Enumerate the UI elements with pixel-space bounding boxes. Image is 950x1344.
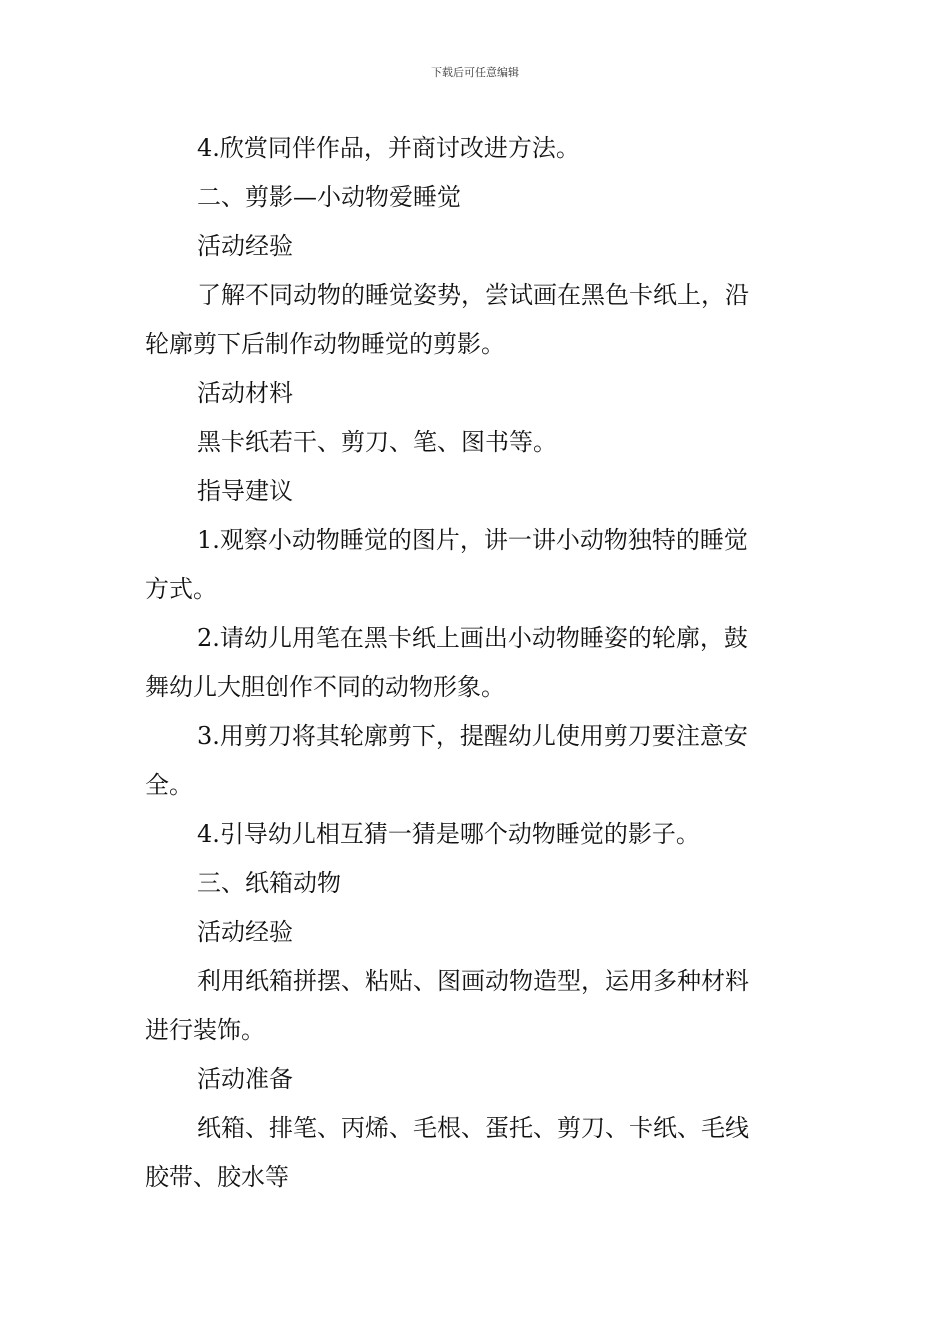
guidance-step-3-line-1: 3.用剪刀将其轮廓剪下，提醒幼儿使用剪刀要注意安: [197, 722, 748, 750]
subheading-activity-materials: 活动材料: [197, 379, 293, 407]
subheading-activity-preparation: 活动准备: [197, 1065, 293, 1093]
subheading-activity-experience: 活动经验: [197, 232, 293, 260]
guidance-step-4: 4.引导幼儿相互猜一猜是哪个动物睡觉的影子。: [197, 820, 700, 848]
guidance-step-1-line-1: 1.观察小动物睡觉的图片，讲一讲小动物独特的睡觉: [197, 526, 748, 554]
section-heading-silhouette: 二、剪影—小动物爱睡觉: [197, 183, 461, 211]
section-heading-carton-animals: 三、纸箱动物: [197, 869, 341, 897]
guidance-step-3-line-2: 全。: [145, 771, 193, 799]
paragraph-step-4-appreciate: 4.欣赏同伴作品，并商讨改进方法。: [197, 134, 580, 162]
subheading-guidance: 指导建议: [197, 477, 293, 505]
paragraph-preparation-line-2: 胶带、胶水等: [145, 1163, 289, 1191]
paragraph-materials: 黑卡纸若干、剪刀、笔、图书等。: [197, 428, 557, 456]
paragraph-carton-experience-line-1: 利用纸箱拼摆、粘贴、图画动物造型，运用多种材料: [197, 967, 749, 995]
document-body: [145, 124, 805, 1202]
guidance-step-2-line-1: 2.请幼儿用笔在黑卡纸上画出小动物睡姿的轮廓，鼓: [197, 624, 748, 652]
guidance-step-1-line-2: 方式。: [145, 575, 217, 603]
paragraph-preparation-line-1: 纸箱、排笔、丙烯、毛根、蛋托、剪刀、卡纸、毛线: [197, 1114, 749, 1142]
paragraph-experience-line-1: 了解不同动物的睡觉姿势，尝试画在黑色卡纸上，沿: [197, 281, 749, 309]
paragraph-experience-line-2: 轮廓剪下后制作动物睡觉的剪影。: [145, 330, 505, 358]
subheading-activity-experience-2: 活动经验: [197, 918, 293, 946]
paragraph-carton-experience-line-2: 进行装饰。: [145, 1016, 265, 1044]
page-header: 下载后可任意编辑: [431, 66, 519, 79]
guidance-step-2-line-2: 舞幼儿大胆创作不同的动物形象。: [145, 673, 505, 701]
